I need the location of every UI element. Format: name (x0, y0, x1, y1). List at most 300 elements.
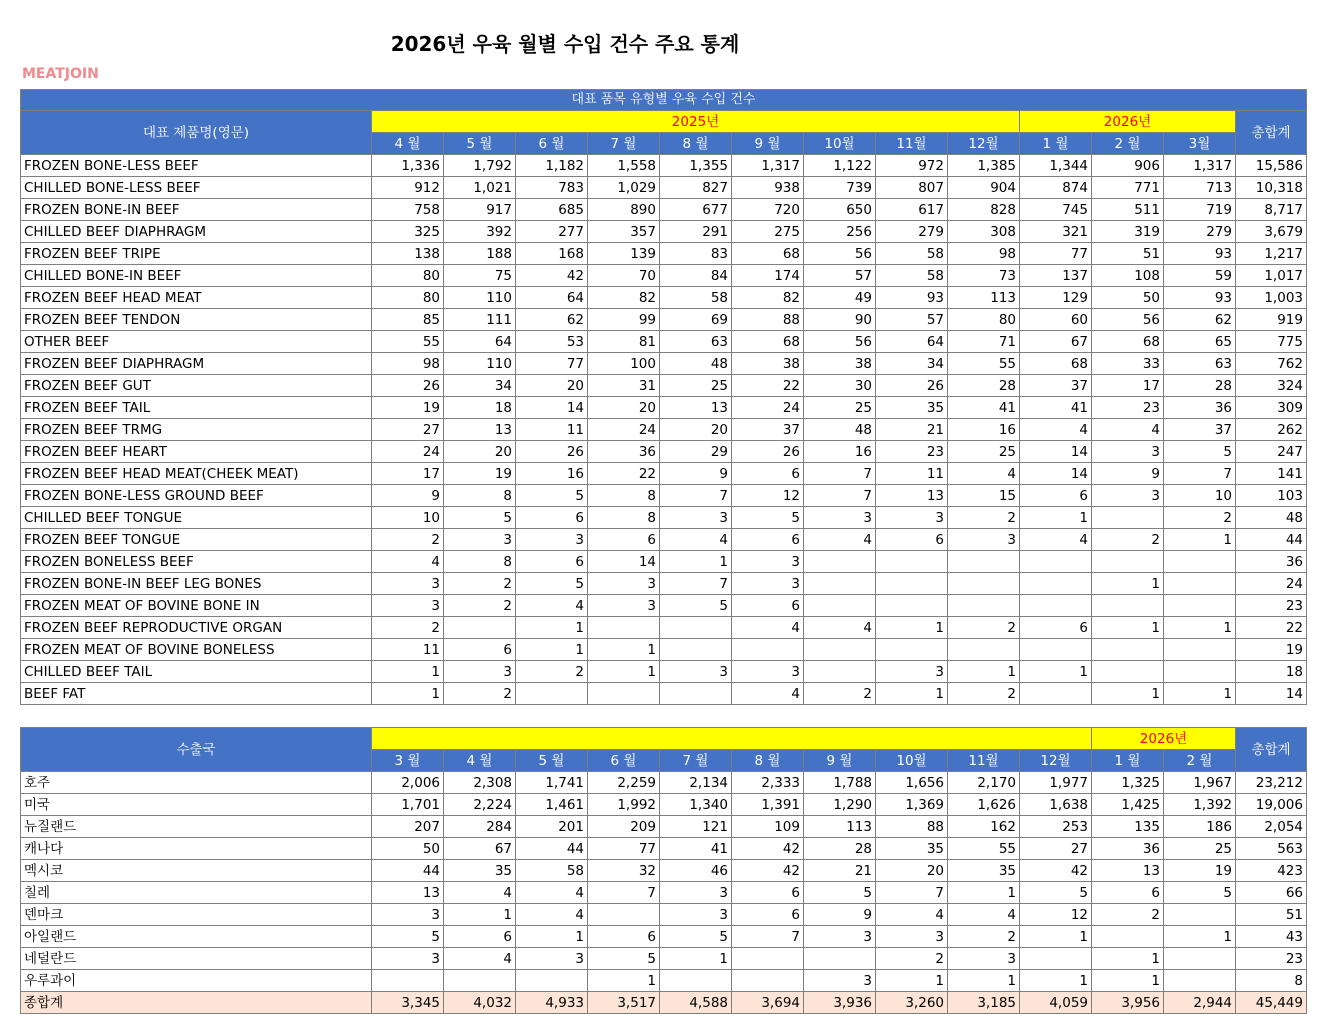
row-name: CHILLED BEEF DIAPHRAGM (21, 221, 372, 243)
cell-value: 29 (660, 441, 732, 463)
cell-value: 11 (372, 639, 444, 661)
table-row (21, 904, 1307, 926)
cell-value: 3 (948, 529, 1020, 551)
cell-value: 4,588 (660, 992, 732, 1014)
cell-value: 32 (588, 860, 660, 882)
table-row (21, 463, 1307, 485)
cell-value: 2 (444, 573, 516, 595)
cell-value: 279 (876, 221, 948, 243)
cell-value: 1 (876, 617, 948, 639)
cell-value: 88 (732, 309, 804, 331)
cell-value: 1,182 (516, 155, 588, 177)
cell-value: 44 (516, 838, 588, 860)
cell-value: 27 (372, 419, 444, 441)
cell-value: 33 (1092, 353, 1164, 375)
cell-value: 19 (1164, 860, 1236, 882)
row-total: 44 (1236, 529, 1307, 551)
cell-value: 291 (660, 221, 732, 243)
table-row (21, 661, 1307, 683)
cell-value: 35 (948, 860, 1020, 882)
table-row (21, 860, 1307, 882)
cell-value: 1,317 (1164, 155, 1236, 177)
cell-value: 37 (1164, 419, 1236, 441)
table2-total-header: 총합계 (1236, 728, 1307, 772)
cell-value: 357 (588, 221, 660, 243)
cell-value: 5 (804, 882, 876, 904)
cell-value: 36 (1164, 397, 1236, 419)
cell-value: 14 (516, 397, 588, 419)
cell-value: 3 (876, 926, 948, 948)
cell-value: 6 (1020, 485, 1092, 507)
cell-value: 3 (1092, 441, 1164, 463)
cell-value: 3,185 (948, 992, 1020, 1014)
row-name: FROZEN BEEF HEAD MEAT(CHEEK MEAT) (21, 463, 372, 485)
cell-value: 201 (516, 816, 588, 838)
cell-value: 1,355 (660, 155, 732, 177)
cell-value: 80 (372, 287, 444, 309)
cell-value: 25 (660, 375, 732, 397)
cell-value: 110 (444, 353, 516, 375)
cell-value: 23 (876, 441, 948, 463)
cell-value: 3 (732, 661, 804, 683)
row-total: 48 (1236, 507, 1307, 529)
cell-value: 50 (1092, 287, 1164, 309)
cell-value: 83 (660, 243, 732, 265)
cell-value: 719 (1164, 199, 1236, 221)
cell-value: 1 (1092, 948, 1164, 970)
cell-value: 58 (876, 265, 948, 287)
cell-value: 38 (732, 353, 804, 375)
cell-value: 1,317 (732, 155, 804, 177)
cell-value: 1 (876, 970, 948, 992)
cell-value (948, 573, 1020, 595)
cell-value (588, 904, 660, 926)
cell-value: 41 (1020, 397, 1092, 419)
cell-value: 2 (444, 683, 516, 705)
cell-value: 3 (804, 970, 876, 992)
cell-value: 20 (876, 860, 948, 882)
cell-value: 2 (1092, 904, 1164, 926)
cell-value: 2 (1092, 529, 1164, 551)
cell-value: 121 (660, 816, 732, 838)
cell-value: 1 (1092, 617, 1164, 639)
table-row (21, 639, 1307, 661)
cell-value: 88 (876, 816, 948, 838)
cell-value: 4 (948, 904, 1020, 926)
row-name: BEEF FAT (21, 683, 372, 705)
cell-value: 6 (732, 882, 804, 904)
cell-value: 3 (372, 595, 444, 617)
cell-value: 68 (1092, 331, 1164, 353)
cell-value: 284 (444, 816, 516, 838)
cell-value (732, 970, 804, 992)
table1-body (21, 155, 1307, 705)
cell-value: 22 (732, 375, 804, 397)
cell-value: 6 (1092, 882, 1164, 904)
cell-value: 90 (804, 309, 876, 331)
month-header: 8 월 (732, 750, 804, 772)
row-name: 캐나다 (21, 838, 372, 860)
cell-value: 3 (444, 661, 516, 683)
cell-value: 174 (732, 265, 804, 287)
cell-value: 20 (444, 441, 516, 463)
cell-value: 3,956 (1092, 992, 1164, 1014)
cell-value (804, 573, 876, 595)
cell-value (1164, 573, 1236, 595)
cell-value: 26 (876, 375, 948, 397)
cell-value: 209 (588, 816, 660, 838)
cell-value: 82 (732, 287, 804, 309)
cell-value: 1,741 (516, 772, 588, 794)
cell-value: 4,032 (444, 992, 516, 1014)
cell-value: 56 (804, 331, 876, 353)
cell-value: 4 (516, 882, 588, 904)
row-name: FROZEN BEEF TAIL (21, 397, 372, 419)
cell-value: 2 (372, 529, 444, 551)
cell-value: 17 (372, 463, 444, 485)
cell-value: 207 (372, 816, 444, 838)
cell-value: 9 (660, 463, 732, 485)
cell-value: 5 (1020, 882, 1092, 904)
cell-value: 1 (1164, 529, 1236, 551)
cell-value: 28 (804, 838, 876, 860)
cell-value: 3 (804, 926, 876, 948)
table-row (21, 441, 1307, 463)
month-header: 3 월 (372, 750, 444, 772)
cell-value: 42 (516, 265, 588, 287)
cell-value: 37 (1020, 375, 1092, 397)
cell-value: 71 (948, 331, 1020, 353)
cell-value: 81 (588, 331, 660, 353)
cell-value: 25 (1164, 838, 1236, 860)
cell-value (948, 595, 1020, 617)
table-row (21, 683, 1307, 705)
cell-value: 906 (1092, 155, 1164, 177)
cell-value: 111 (444, 309, 516, 331)
row-total: 8 (1236, 970, 1307, 992)
cell-value: 36 (588, 441, 660, 463)
cell-value: 62 (1164, 309, 1236, 331)
cell-value: 35 (876, 838, 948, 860)
cell-value: 3 (660, 904, 732, 926)
row-name: 네덜란드 (21, 948, 372, 970)
cell-value: 1,385 (948, 155, 1020, 177)
cell-value: 1 (1164, 926, 1236, 948)
cell-value: 1,558 (588, 155, 660, 177)
row-name: FROZEN BEEF HEAD MEAT (21, 287, 372, 309)
cell-value: 2 (948, 617, 1020, 639)
cell-value (1092, 661, 1164, 683)
cell-value: 3 (588, 595, 660, 617)
product-type-table (20, 89, 1307, 705)
cell-value: 4,933 (516, 992, 588, 1014)
row-name: FROZEN BONE-IN BEEF (21, 199, 372, 221)
table-row (21, 397, 1307, 419)
cell-value: 771 (1092, 177, 1164, 199)
cell-value: 912 (372, 177, 444, 199)
cell-value: 9 (1092, 463, 1164, 485)
cell-value (804, 948, 876, 970)
row-name: FROZEN BONELESS BEEF (21, 551, 372, 573)
table2-name-header: 수출국 (21, 728, 372, 772)
cell-value (876, 573, 948, 595)
table-row (21, 485, 1307, 507)
cell-value: 113 (804, 816, 876, 838)
cell-value: 1 (660, 551, 732, 573)
cell-value: 2 (948, 507, 1020, 529)
cell-value: 57 (804, 265, 876, 287)
cell-value: 20 (660, 419, 732, 441)
cell-value: 162 (948, 816, 1020, 838)
cell-value (372, 970, 444, 992)
cell-value (1092, 507, 1164, 529)
table1-name-header: 대표 제품명(영문) (21, 111, 372, 155)
cell-value: 17 (1092, 375, 1164, 397)
cell-value (804, 595, 876, 617)
cell-value: 13 (876, 485, 948, 507)
cell-value: 321 (1020, 221, 1092, 243)
cell-value: 3 (588, 573, 660, 595)
cell-value: 13 (660, 397, 732, 419)
table2-body (21, 772, 1307, 1014)
cell-value: 6 (732, 463, 804, 485)
page-title: 2026년 우육 월별 수입 건수 주요 통계 (390, 32, 740, 56)
cell-value: 58 (660, 287, 732, 309)
cell-value: 68 (732, 243, 804, 265)
cell-value: 109 (732, 816, 804, 838)
cell-value: 5 (588, 948, 660, 970)
cell-value: 35 (444, 860, 516, 882)
row-name: CHILLED BONE-IN BEEF (21, 265, 372, 287)
cell-value: 3,345 (372, 992, 444, 1014)
cell-value: 55 (372, 331, 444, 353)
row-total: 247 (1236, 441, 1307, 463)
cell-value: 3 (516, 948, 588, 970)
cell-value: 53 (516, 331, 588, 353)
cell-value: 67 (444, 838, 516, 860)
cell-value: 7 (660, 485, 732, 507)
cell-value: 1 (588, 639, 660, 661)
cell-value: 24 (732, 397, 804, 419)
cell-value: 129 (1020, 287, 1092, 309)
cell-value: 1 (876, 683, 948, 705)
month-header: 9 월 (804, 750, 876, 772)
cell-value (804, 639, 876, 661)
cell-value: 1,029 (588, 177, 660, 199)
cell-value: 73 (948, 265, 1020, 287)
cell-value: 5 (372, 926, 444, 948)
row-total: 3,679 (1236, 221, 1307, 243)
cell-value: 1 (372, 683, 444, 705)
cell-value: 1 (1092, 683, 1164, 705)
cell-value: 14 (1020, 441, 1092, 463)
cell-value: 2,259 (588, 772, 660, 794)
cell-value: 25 (948, 441, 1020, 463)
month-header: 2 월 (1092, 133, 1164, 155)
cell-value: 308 (948, 221, 1020, 243)
cell-value: 3 (444, 529, 516, 551)
cell-value: 1,792 (444, 155, 516, 177)
cell-value: 64 (516, 287, 588, 309)
row-total: 324 (1236, 375, 1307, 397)
month-header: 11월 (876, 133, 948, 155)
cell-value: 11 (876, 463, 948, 485)
cell-value: 1,340 (660, 794, 732, 816)
row-total: 103 (1236, 485, 1307, 507)
cell-value: 24 (372, 441, 444, 463)
cell-value: 16 (804, 441, 876, 463)
cell-value: 14 (588, 551, 660, 573)
table1-total-header: 총합계 (1236, 111, 1307, 155)
row-total: 2,054 (1236, 816, 1307, 838)
cell-value: 41 (660, 838, 732, 860)
row-name: CHILLED BEEF TAIL (21, 661, 372, 683)
row-name: FROZEN MEAT OF BOVINE BONELESS (21, 639, 372, 661)
cell-value: 5 (660, 595, 732, 617)
cell-value: 137 (1020, 265, 1092, 287)
cell-value: 1 (948, 970, 1020, 992)
row-total: 23 (1236, 948, 1307, 970)
cell-value: 1,336 (372, 155, 444, 177)
cell-value: 1 (1020, 970, 1092, 992)
cell-value: 55 (948, 838, 1020, 860)
month-header: 6 월 (588, 750, 660, 772)
table2-year-blank (372, 728, 1092, 750)
cell-value: 1,967 (1164, 772, 1236, 794)
cell-value: 1,369 (876, 794, 948, 816)
cell-value: 18 (444, 397, 516, 419)
cell-value: 4 (516, 595, 588, 617)
cell-value: 325 (372, 221, 444, 243)
table-row (21, 529, 1307, 551)
cell-value: 1,656 (876, 772, 948, 794)
cell-value: 319 (1092, 221, 1164, 243)
month-header: 7 월 (660, 750, 732, 772)
cell-value (588, 683, 660, 705)
cell-value: 279 (1164, 221, 1236, 243)
cell-value: 35 (876, 397, 948, 419)
cell-value: 6 (732, 595, 804, 617)
table-row (21, 155, 1307, 177)
cell-value: 3 (948, 948, 1020, 970)
cell-value (1092, 639, 1164, 661)
cell-value: 93 (876, 287, 948, 309)
month-header: 12월 (1020, 750, 1092, 772)
cell-value: 1 (444, 904, 516, 926)
cell-value (1164, 948, 1236, 970)
cell-value (660, 639, 732, 661)
cell-value: 1,788 (804, 772, 876, 794)
cell-value (732, 639, 804, 661)
month-header: 7 월 (588, 133, 660, 155)
cell-value: 874 (1020, 177, 1092, 199)
cell-value: 8 (444, 485, 516, 507)
month-header: 11월 (948, 750, 1020, 772)
cell-value: 62 (516, 309, 588, 331)
cell-value: 3 (660, 661, 732, 683)
cell-value: 19 (444, 463, 516, 485)
cell-value: 5 (1164, 882, 1236, 904)
row-name: 우루과이 (21, 970, 372, 992)
row-name: 멕시코 (21, 860, 372, 882)
month-header: 4 월 (372, 133, 444, 155)
cell-value: 6 (588, 529, 660, 551)
row-name: 칠레 (21, 882, 372, 904)
row-total: 15,586 (1236, 155, 1307, 177)
cell-value: 1,122 (804, 155, 876, 177)
cell-value: 4 (804, 529, 876, 551)
cell-value: 26 (732, 441, 804, 463)
cell-value (1164, 970, 1236, 992)
month-header: 10월 (876, 750, 948, 772)
cell-value: 100 (588, 353, 660, 375)
cell-value: 275 (732, 221, 804, 243)
row-name: 미국 (21, 794, 372, 816)
cell-value (1020, 595, 1092, 617)
cell-value: 3 (876, 507, 948, 529)
cell-value (804, 661, 876, 683)
cell-value: 12 (1020, 904, 1092, 926)
cell-value (660, 617, 732, 639)
cell-value: 2,333 (732, 772, 804, 794)
cell-value: 739 (804, 177, 876, 199)
cell-value: 8 (588, 507, 660, 529)
cell-value (1164, 661, 1236, 683)
cell-value: 20 (588, 397, 660, 419)
cell-value: 8 (444, 551, 516, 573)
cell-value: 2 (372, 617, 444, 639)
table-row (21, 882, 1307, 904)
row-name: FROZEN BEEF HEART (21, 441, 372, 463)
month-header: 9 월 (732, 133, 804, 155)
cell-value: 2,006 (372, 772, 444, 794)
row-name: FROZEN BEEF TENDON (21, 309, 372, 331)
table-row (21, 375, 1307, 397)
cell-value: 2 (516, 661, 588, 683)
month-header: 1 월 (1020, 133, 1092, 155)
cell-value: 48 (804, 419, 876, 441)
row-name: FROZEN MEAT OF BOVINE BONE IN (21, 595, 372, 617)
month-header: 6 월 (516, 133, 588, 155)
cell-value: 5 (732, 507, 804, 529)
cell-value: 1 (588, 970, 660, 992)
cell-value: 9 (372, 485, 444, 507)
cell-value: 2,134 (660, 772, 732, 794)
table-row (21, 221, 1307, 243)
cell-value (1164, 639, 1236, 661)
cell-value: 1,977 (1020, 772, 1092, 794)
cell-value: 77 (588, 838, 660, 860)
cell-value: 22 (588, 463, 660, 485)
month-header: 5 월 (516, 750, 588, 772)
cell-value: 4,059 (1020, 992, 1092, 1014)
cell-value: 38 (804, 353, 876, 375)
table-row (21, 243, 1307, 265)
table-row (21, 177, 1307, 199)
cell-value: 1,461 (516, 794, 588, 816)
row-total: 45,449 (1236, 992, 1307, 1014)
cell-value: 99 (588, 309, 660, 331)
cell-value: 1,992 (588, 794, 660, 816)
cell-value: 713 (1164, 177, 1236, 199)
cell-value: 34 (876, 353, 948, 375)
cell-value: 20 (516, 375, 588, 397)
cell-value: 80 (948, 309, 1020, 331)
cell-value: 21 (804, 860, 876, 882)
cell-value: 21 (876, 419, 948, 441)
cell-value: 4 (660, 529, 732, 551)
cell-value: 2 (1164, 507, 1236, 529)
